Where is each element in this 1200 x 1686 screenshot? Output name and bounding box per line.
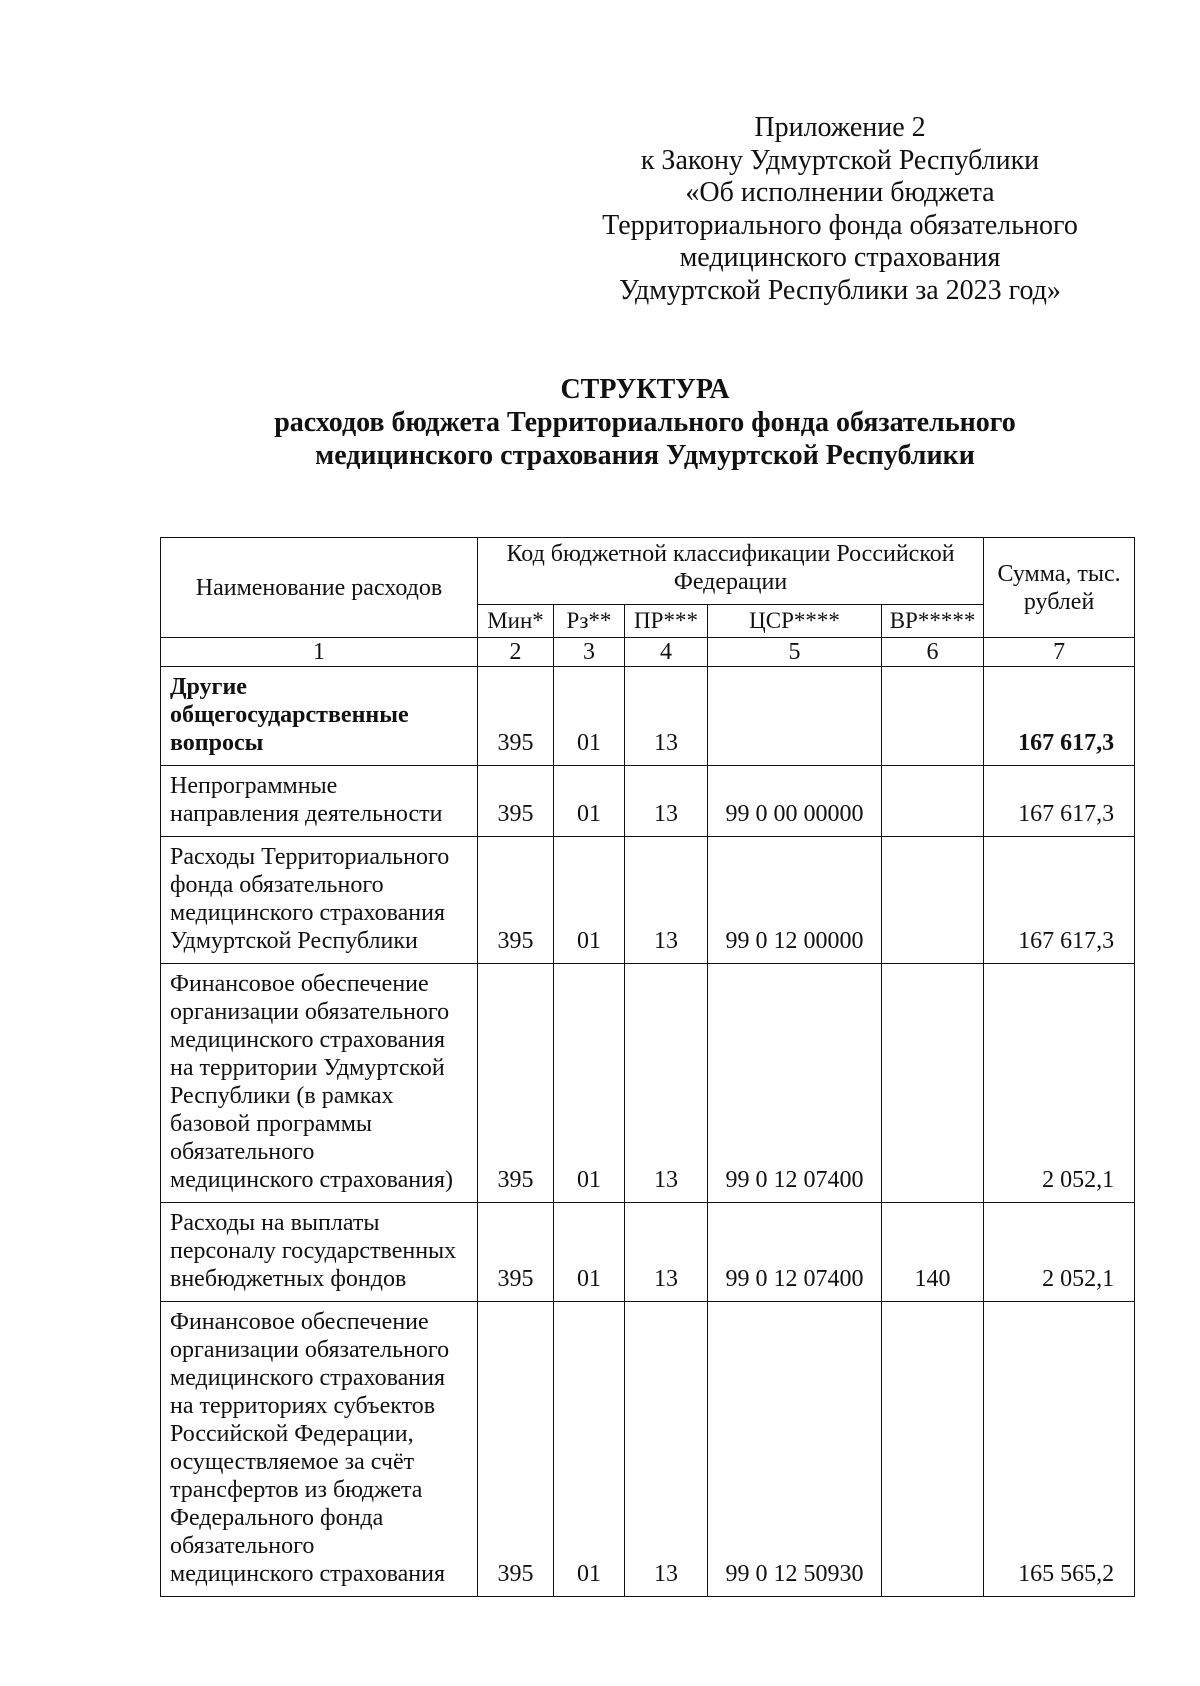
code-min: 395 xyxy=(478,1203,554,1302)
expense-name-line: Расходы Территориального xyxy=(170,844,450,870)
header-pr: ПР*** xyxy=(625,605,708,638)
expense-name xyxy=(161,1302,478,1597)
title-line: СТРУКТУРА xyxy=(560,374,730,405)
amount: 2 052,1 xyxy=(984,964,1135,1203)
code-vr xyxy=(882,964,984,1203)
expense-name-line: медицинского страхования) xyxy=(170,1167,454,1193)
header-expense-name: Наименование расходов xyxy=(161,538,478,638)
column-number: 5 xyxy=(708,638,882,667)
code-min: 395 xyxy=(478,1302,554,1597)
code-vr xyxy=(882,837,984,964)
column-number: 2 xyxy=(478,638,554,667)
code-pr: 13 xyxy=(625,837,708,964)
header-budget-classification-code: Код бюджетной классификации Российской Федерации xyxy=(478,538,984,605)
code-rz: 01 xyxy=(554,837,625,964)
column-number: 1 xyxy=(161,638,478,667)
code-csr: 99 0 12 07400 xyxy=(708,1203,882,1302)
expense-name-line: трансфертов из бюджета xyxy=(170,1477,423,1503)
header-rz: Рз** xyxy=(554,605,625,638)
expense-name-line: осуществляемое за счёт xyxy=(170,1449,415,1475)
code-csr: 99 0 12 07400 xyxy=(708,964,882,1203)
code-min: 395 xyxy=(478,964,554,1203)
expense-name-line: фонда обязательного xyxy=(170,872,384,898)
appendix-line: к Закону Удмуртской Республики xyxy=(640,144,1040,176)
expense-name-line: направления деятельности xyxy=(170,801,443,827)
header-sum: Сумма, тыс. рублей xyxy=(984,538,1135,638)
code-vr xyxy=(882,1302,984,1597)
expense-name xyxy=(161,667,478,766)
code-vr xyxy=(882,766,984,837)
expense-name-line: медицинского страхования xyxy=(170,1365,446,1391)
title-line: расходов бюджета Территориального фонда обязательного xyxy=(274,407,1016,438)
table-row xyxy=(161,1302,1135,1597)
table-row xyxy=(161,837,1135,964)
expense-name-line: внебюджетных фондов xyxy=(170,1266,407,1292)
document-title xyxy=(120,373,1170,472)
expense-name-line: Республики (в рамках xyxy=(170,1083,394,1109)
amount: 167 617,3 xyxy=(984,667,1135,766)
appendix-line: Удмуртской Республики за 2023 год» xyxy=(619,274,1061,306)
expense-name xyxy=(161,964,478,1203)
expense-name-line: Финансовое обеспечение xyxy=(170,971,429,997)
expense-name-line: медицинского страхования xyxy=(170,1561,446,1587)
column-number: 4 xyxy=(625,638,708,667)
expense-name-line: Российской Федерации, xyxy=(170,1421,414,1447)
expense-name-line: на территориях субъектов xyxy=(170,1393,436,1419)
column-number-row xyxy=(161,638,1135,667)
column-number: 6 xyxy=(882,638,984,667)
code-rz: 01 xyxy=(554,964,625,1203)
code-rz: 01 xyxy=(554,1203,625,1302)
expense-name-line: вопросы xyxy=(170,730,264,756)
code-csr: 99 0 12 50930 xyxy=(708,1302,882,1597)
code-min: 395 xyxy=(478,667,554,766)
code-rz: 01 xyxy=(554,1302,625,1597)
title-line: медицинского страхования Удмуртской Республики xyxy=(315,440,975,471)
table-row xyxy=(161,766,1135,837)
column-number: 3 xyxy=(554,638,625,667)
code-min: 395 xyxy=(478,837,554,964)
expense-name xyxy=(161,1203,478,1302)
code-min: 395 xyxy=(478,766,554,837)
expense-name-line: Непрограммные xyxy=(170,773,338,799)
code-pr: 13 xyxy=(625,667,708,766)
table-body xyxy=(161,667,1135,1597)
amount: 167 617,3 xyxy=(984,766,1135,837)
amount: 2 052,1 xyxy=(984,1203,1135,1302)
expense-name-line: Федерального фонда xyxy=(170,1505,384,1531)
code-pr: 13 xyxy=(625,766,708,837)
expense-name-line: персоналу государственных xyxy=(170,1238,457,1264)
expenditure-table-wrapper xyxy=(160,537,1135,1597)
expense-name-line: Расходы на выплаты xyxy=(170,1210,380,1236)
expense-name-line: организации обязательного xyxy=(170,1337,450,1363)
expenditure-table xyxy=(160,537,1135,1597)
code-pr: 13 xyxy=(625,1203,708,1302)
code-vr: 140 xyxy=(882,1203,984,1302)
expense-name-line: базовой программы xyxy=(170,1111,373,1137)
code-csr xyxy=(708,667,882,766)
appendix-line: Приложение 2 xyxy=(754,112,926,143)
expense-name xyxy=(161,766,478,837)
column-number: 7 xyxy=(984,638,1135,667)
appendix-line: Территориального фонда обязательного xyxy=(602,209,1078,241)
amount: 167 617,3 xyxy=(984,837,1135,964)
code-pr: 13 xyxy=(625,1302,708,1597)
appendix-line: «Об исполнении бюджета xyxy=(685,177,995,208)
table-row xyxy=(161,667,1135,766)
code-pr: 13 xyxy=(625,964,708,1203)
header-vr: ВР***** xyxy=(882,605,984,638)
header-min: Мин* xyxy=(478,605,554,638)
appendix-header xyxy=(560,112,1120,307)
expense-name-line: Финансовое обеспечение xyxy=(170,1309,429,1335)
amount: 165 565,2 xyxy=(984,1302,1135,1597)
table-row xyxy=(161,1203,1135,1302)
expense-name-line: Удмуртской Республики xyxy=(170,928,418,954)
expense-name-line: медицинского страхования xyxy=(170,900,446,926)
code-rz: 01 xyxy=(554,766,625,837)
expense-name-line: Другие xyxy=(170,674,247,700)
expense-name xyxy=(161,837,478,964)
table-row xyxy=(161,964,1135,1203)
code-vr xyxy=(882,667,984,766)
expense-name-line: на территории Удмуртской xyxy=(170,1055,445,1081)
code-csr: 99 0 12 00000 xyxy=(708,837,882,964)
appendix-line: медицинского страхования xyxy=(679,242,1001,273)
code-csr: 99 0 00 00000 xyxy=(708,766,882,837)
header-csr: ЦСР**** xyxy=(708,605,882,638)
expense-name-line: медицинского страхования xyxy=(170,1027,446,1053)
expense-name-line: обязательного xyxy=(170,1533,315,1559)
code-rz: 01 xyxy=(554,667,625,766)
expense-name-line: общегосударственные xyxy=(170,702,409,728)
expense-name-line: обязательного xyxy=(170,1139,315,1165)
expense-name-line: организации обязательного xyxy=(170,999,450,1025)
